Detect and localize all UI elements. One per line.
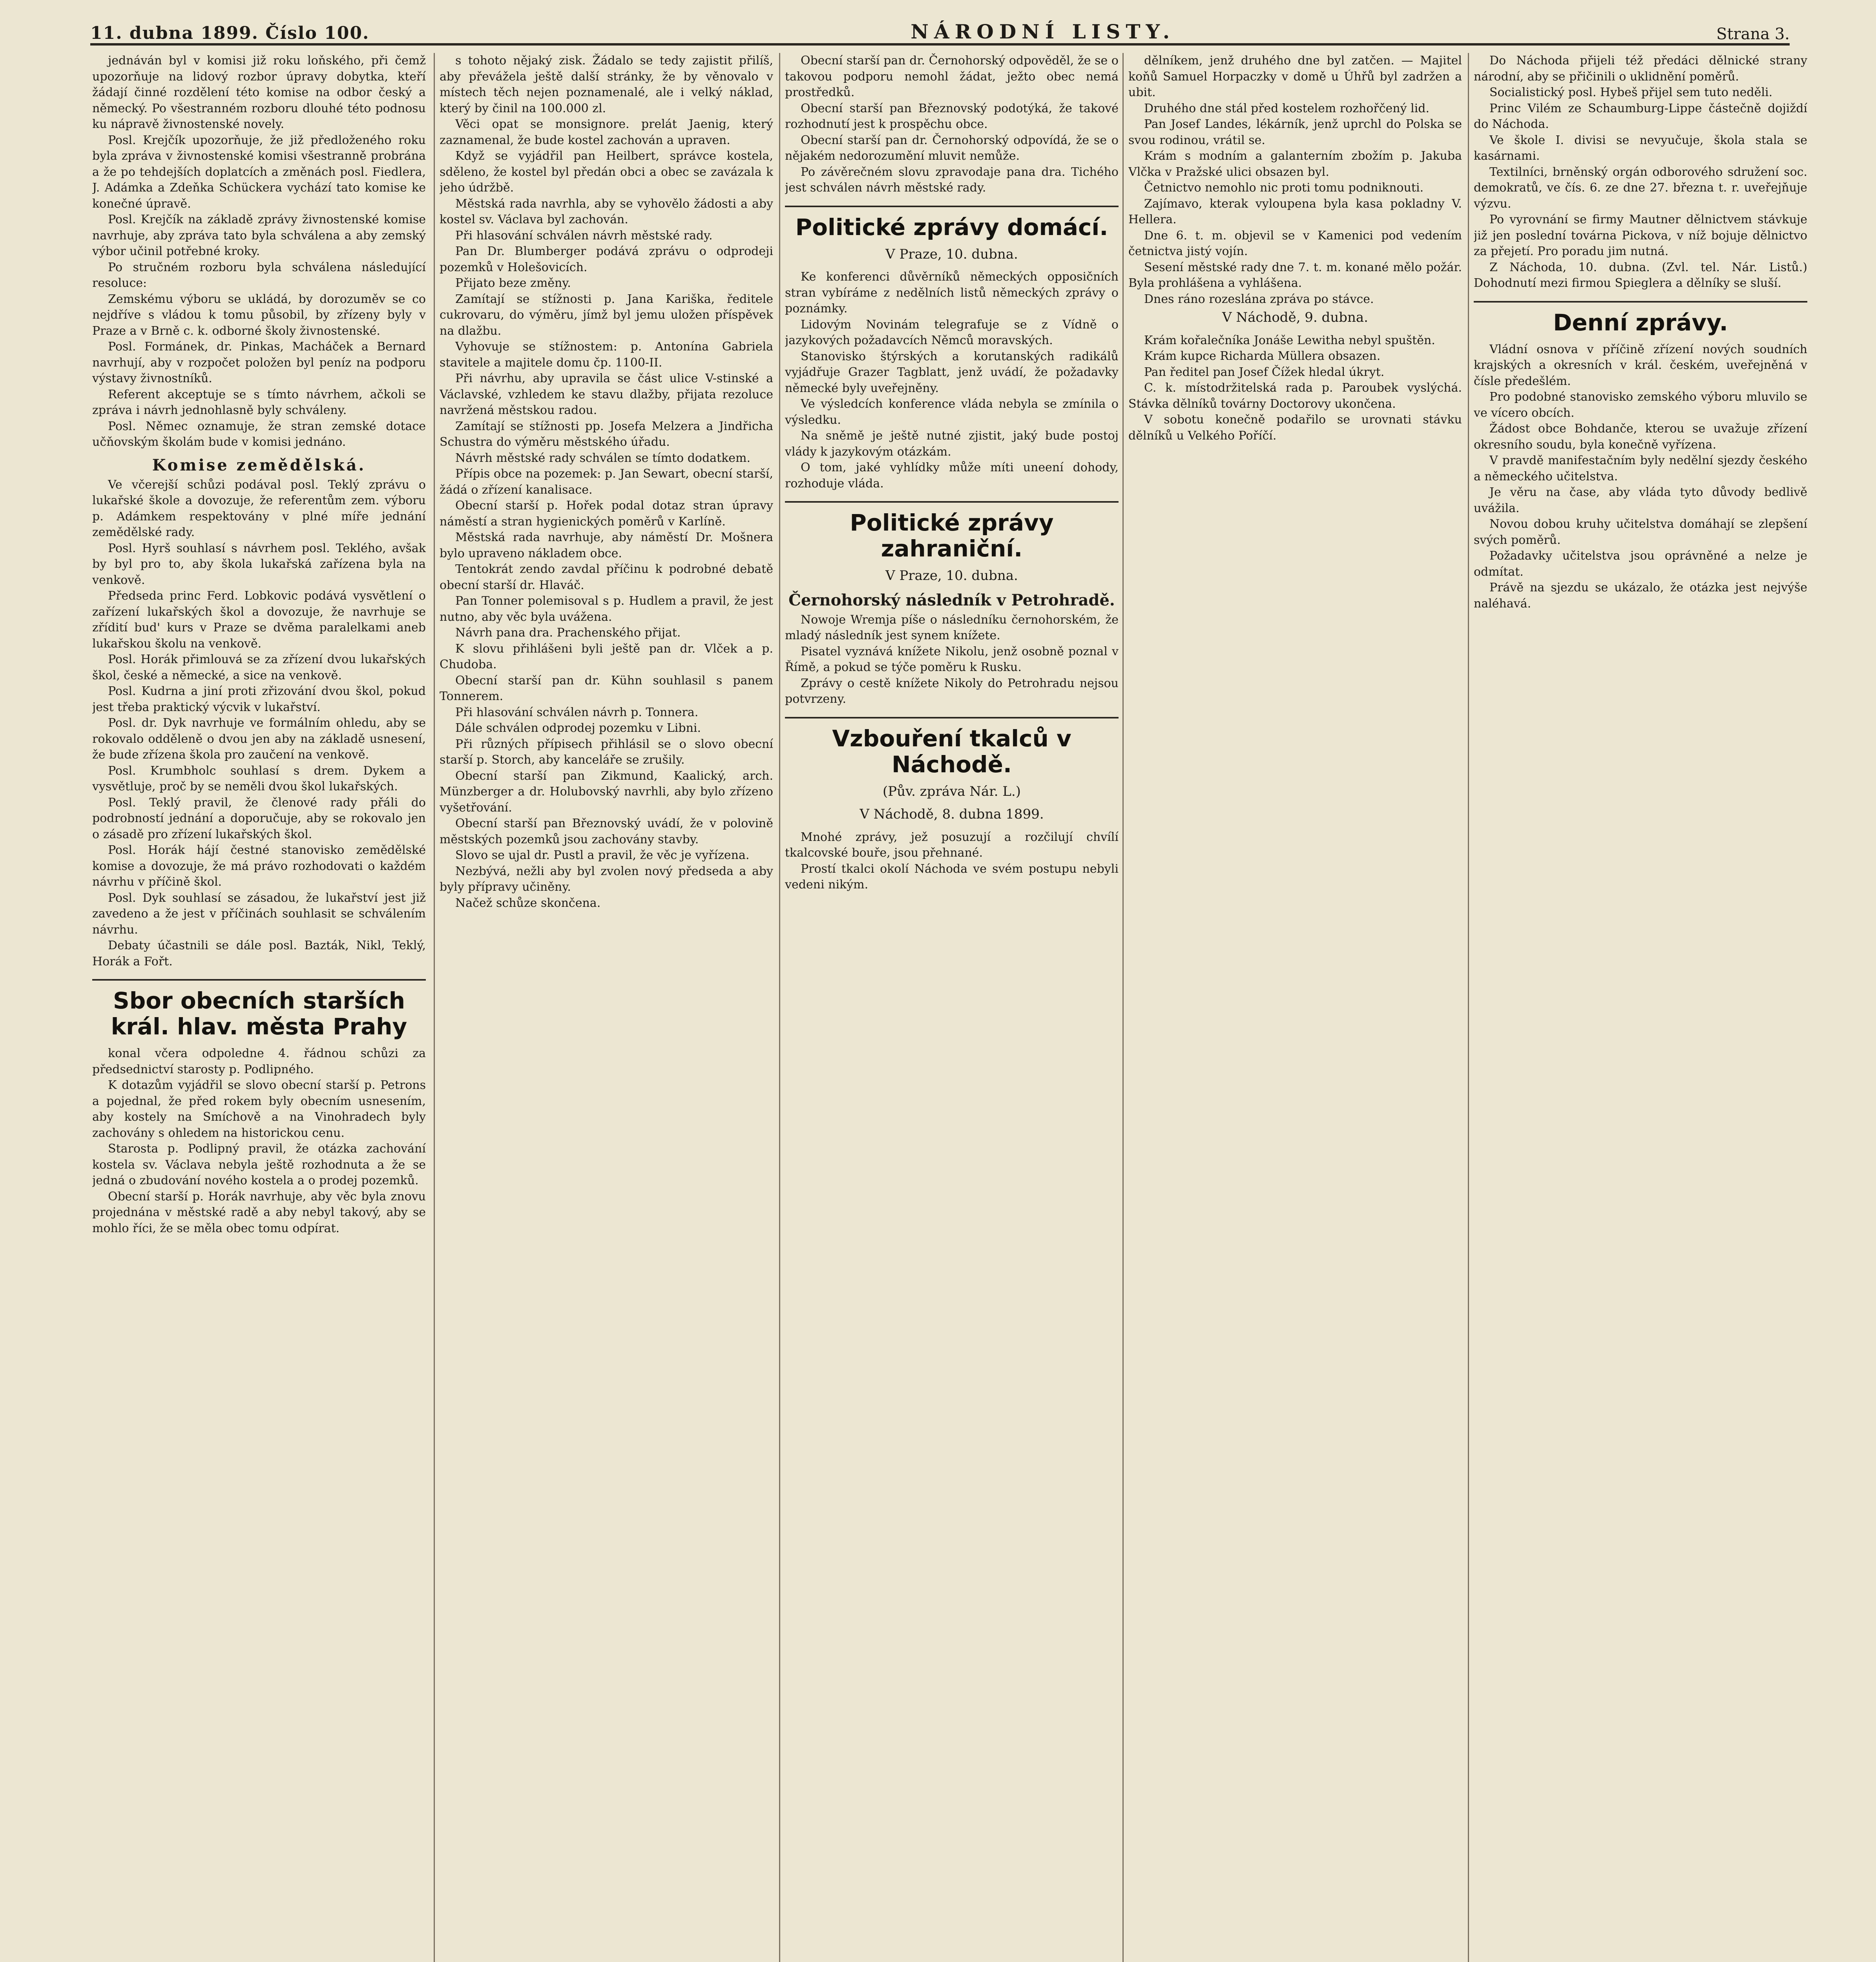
paragraph: Dnes ráno rozeslána zpráva po stávce. — [1144, 292, 1374, 306]
dateline: V Náchodě, 8. dubna 1899. — [860, 806, 1044, 822]
paragraph: Textilníci, brněnský orgán odborového sdružení soc. demokratů, ve čís. 6. ze dne 27. března t. r. uveřejňuje výzvu. — [1474, 165, 1807, 211]
paragraph: Krám kořalečníka Jonáše Lewitha nebyl spuštěn. — [1144, 333, 1435, 347]
paragraph: Mnohé zprávy, jež posuzují a rozčilují chvílí tkalcovské bouře, jsou přehnané. — [785, 830, 1119, 860]
paragraph: Posl. Dyk souhlasí se zásadou, že lukařství jest již zavedeno a že jest v příčinách souhlasit se schválením návrhu. — [92, 891, 426, 937]
section-heading-tkalci: Vzbouření tkalců v Náchodě. — [785, 717, 1119, 777]
paragraph: Posl. Kudrna a jiní proti zřizování dvou škol, pokud jest třeba praktický výcvik v lukařství. — [92, 684, 426, 714]
paragraph: Posl. dr. Dyk navrhuje ve formálním ohledu, aby se rokovalo odděleně o dvou jen aby na základě usnesení, že bude zřízena škola pro zaučení na venkově. — [92, 716, 426, 762]
paragraph: Posl. Horák přimlouvá se za zřízení dvou lukařských škol, české a německé, a sice na venkově. — [92, 653, 426, 682]
paragraph: Posl. Horák hájí čestné stanovisko zemědělské komise a dovozuje, že má právo rozhodovati o každém návrhu v příčině škol. — [92, 843, 426, 889]
paragraph: Po stručném rozboru byla schválena následující resoluce: — [92, 260, 426, 290]
paragraph: Obecní starší pan Březnovský uvádí, že v polovině městských pozemků jsou zachovány stavby. — [440, 817, 773, 846]
paragraph: Právě na sjezdu se ukázalo, že otázka jest nejvýše naléhavá. — [1474, 581, 1807, 611]
paragraph: Pan ředitel pan Josef Čížek hledal úkryt. — [1144, 365, 1385, 379]
section-heading-komise: Komise zemědělská. — [152, 456, 366, 474]
paragraph: Referent akceptuje se s tímto návrhem, ačkoli se zpráva i návrh jednohlasně byly schváleny. — [92, 387, 426, 417]
section-heading-zahranicni: Politické zprávy zahraniční. — [785, 501, 1119, 562]
paragraph: Dále schválen odprodej pozemku v Libni. — [455, 721, 701, 735]
paragraph: Ve škole I. divisi se nevyučuje, škola stala se kasárnami. — [1474, 133, 1807, 163]
dateline: V Náchodě, 9. dubna. — [1222, 310, 1368, 325]
paragraph: Starosta p. Podlipný pravil, že otázka zachování kostela sv. Václava nebyla ještě rozhodnuta a že se jedná o zbudování nového kostela a o prodej pozemků. — [92, 1142, 426, 1187]
paragraph: Slovo se ujal dr. Pustl a pravil, že věc je vyřízena. — [455, 848, 750, 862]
paragraph: Zemskému výboru se ukládá, by dorozuměv se co nejdříve s vládou k tomu působil, by zřízeny byly v Praze a v Brně c. k. odborné školy živnostenské. — [92, 292, 426, 338]
paragraph: Při hlasování schválen návrh městské rady. — [455, 228, 713, 243]
paragraph: Posl. Formánek, dr. Pinkas, Macháček a Bernard navrhují, aby v rozpočet položen byl peníz na podporu výstavy živnostníků. — [92, 340, 426, 385]
paragraph: K slovu přihlášeni byli ještě pan dr. Vlček a p. Chudoba. — [440, 642, 773, 671]
paragraph: Po závěrečném slovu zpravodaje pana dra. Tichého jest schválen návrh městské rady. — [785, 165, 1119, 195]
paragraph: Ke konferenci důvěrníků německých opposičních stran vybíráme z nedělních listů německých zprávy o poznámky. — [785, 270, 1119, 315]
paragraph: Obecní starší pan Březnovský podotýká, že takové rozhodnutí jest k prospěchu obce. — [785, 101, 1119, 131]
paragraph: Pisatel vyznává knížete Nikolu, jenž osobně poznal v Římě, a pokud se týče poměru k Rusku. — [785, 644, 1119, 674]
paragraph: Po vyrovnání se firmy Mautner dělnictvem stávkuje již jen poslední továrna Pickova, v níž bojuje dělnictvo za přejetí. Pro poradu jim nutná. — [1474, 213, 1807, 258]
paragraph: Sesení městské rady dne 7. t. m. konané mělo požár. Byla prohlášena a vyhlášena. — [1128, 260, 1462, 290]
paragraph: Věci opat se monsignore. prelát Jaenig, který zaznamenal, že bude kostel zachován a upraven. — [440, 117, 773, 147]
paragraph: Načež schůze skončena. — [455, 896, 601, 910]
paragraph: Z Náchoda, 10. dubna. (Zvl. tel. Nár. Listů.) Dohodnutí mezi firmou Spieglera a dělníky se sluší. — [1474, 260, 1807, 290]
paragraph: Přípis obce na pozemek: p. Jan Sewart, obecní starší, žádá o zřízení kanalisace. — [440, 467, 773, 497]
column-3 — [785, 53, 1119, 1962]
paragraph: Stanovisko štýrských a korutanských radikálů vyjádřuje Grazer Tagblatt, jenž uvádí, že požadavky německé byly uveřejněny. — [785, 349, 1119, 395]
column-1 — [92, 53, 426, 1962]
paragraph: Socialistický posl. Hybeš přijel sem tuto neděli. — [1489, 86, 1773, 99]
paragraph: Obecní starší p. Hořek podal dotaz stran úpravy náměstí a stran hygienických poměrů v Karlíně. — [440, 499, 773, 529]
paragraph: Tentokrát zendo zavdal příčinu k podrobné debatě obecní starší dr. Hlaváč. — [440, 562, 773, 592]
paragraph: Při různých přípisech přihlásil se o slovo obecní starší p. Storch, aby kanceláře se zrušily. — [440, 737, 773, 767]
page-number: Strana 3. — [1716, 25, 1790, 43]
paragraph: Dne 6. t. m. objevil se v Kamenici pod vedením četnictva jistý vojín. — [1128, 228, 1462, 258]
paragraph: Lidovým Novinám telegrafuje se z Vídně o jazykových požadavcích Němců moravských. — [785, 317, 1119, 347]
issue-date: 11. dubna 1899. Číslo 100. — [90, 23, 370, 43]
paragraph: jednáván byl v komisi již roku loňského, při čemž upozorňuje na lidový rozbor úpravy dobytka, kteří žádají činné rozdělení této komise na odbor český a německý. Po všestranném rozboru dlouhé této podnosu ku nápravě živnostenské novely. — [92, 54, 426, 131]
paragraph: Krám kupce Richarda Müllera obsazen. — [1144, 349, 1381, 363]
source-note: (Pův. zpráva Nár. L.) — [882, 783, 1021, 799]
paragraph: Zprávy o cestě knížete Nikoly do Petrohradu nejsou potvrzeny. — [785, 676, 1119, 706]
section-heading-denni: Denní zprávy. — [1474, 301, 1807, 336]
paragraph: Posl. Teklý pravil, že členové rady přáli do podrobností jednání a doporučuje, aby se rokovalo jen o zásadě pro zřízení lukařských škol. — [92, 795, 426, 841]
paragraph: V pravdě manifestačním byly nedělní sjezdy českého a německého učitelstva. — [1474, 454, 1807, 483]
paragraph: Princ Vilém ze Schaumburg-Lippe částečně dojiždí do Náchoda. — [1474, 101, 1807, 131]
dateline: V Praze, 10. dubna. — [885, 246, 1018, 262]
paragraph: V sobotu konečně podařilo se urovnati stávku dělníků u Velkého Poříčí. — [1128, 413, 1462, 443]
paragraph: Četnictvo nemohlo nic proti tomu podniknouti. — [1144, 181, 1424, 195]
paragraph: O tom, jaké vyhlídky může míti uneení dohody, rozhoduje vláda. — [785, 461, 1119, 491]
paragraph: Zajímavo, kterak vyloupena byla kasa pokladny V. Hellera. — [1128, 197, 1462, 226]
paragraph: Prostí tkalci okolí Náchoda ve svém postupu nebyli vedeni nikým. — [785, 862, 1119, 892]
paragraph: K dotazům vyjádřil se slovo obecní starší p. Petrons a pojednal, že před rokem byly obecním usnesením, aby kostely na Smíchově a na Vinohradech byly zachovány s ohledem na historickou cenu. — [92, 1078, 426, 1140]
article-title: Černohorský následník v Petrohradě. — [788, 591, 1115, 609]
paragraph: dělníkem, jenž druhého dne byl zatčen. — Majitel koňů Samuel Horpaczky v domě u Úhřů byl zadržen a ubit. — [1128, 54, 1462, 99]
paragraph: konal včera odpoledne 4. řádnou schůzi za předsednictví starosty p. Podlipného. — [92, 1047, 426, 1076]
paragraph: Žádost obce Bohdanče, kterou se uvažuje zřízení okresního soudu, byla konečně vyřízena. — [1474, 422, 1807, 452]
masthead-title: NÁRODNÍ LISTY. — [911, 20, 1175, 43]
paragraph: Krám s modním a galanterním zbožím p. Jakuba Vlčka v Pražské ulici obsazen byl. — [1128, 149, 1462, 179]
paragraph: Na sněmě je ještě nutné zjistit, jaký bude postoj vlády k jazykovým otázkám. — [785, 429, 1119, 459]
paragraph: Obecní starší pan dr. Kühn souhlasil s panem Tonnerem. — [440, 673, 773, 703]
column-rule — [779, 53, 780, 1962]
paragraph: Posl. Hyrš souhlasí s návrhem posl. Teklého, avšak by byl pro to, aby škola lukařská zařízena byla na venkově. — [92, 541, 426, 587]
paragraph: Je věru na čase, aby vláda tyto důvody bedlivě uvážila. — [1474, 485, 1807, 515]
paragraph: Novou dobou kruhy učitelstva domáhají se zlepšení svých poměrů. — [1474, 517, 1807, 547]
paragraph: Návrh pana dra. Prachenského přijat. — [455, 626, 681, 640]
paragraph: Městská rada navrhla, aby se vyhovělo žádosti a aby kostel sv. Václava byl zachován. — [440, 197, 773, 226]
paragraph: Pan Dr. Blumberger podává zprávu o odprodeji pozemků v Holešovicích. — [440, 244, 773, 274]
column-4 — [1128, 53, 1462, 1962]
column-2 — [440, 53, 773, 1962]
paragraph: Pan Josef Landes, lékárník, jenž uprchl do Polska se svou rodinou, vrátil se. — [1128, 117, 1462, 147]
paragraph: Pan Tonner polemisoval s p. Hudlem a pravil, že jest nutno, aby věc byla uvážena. — [440, 594, 773, 624]
paragraph: Vyhovuje se stížnostem: p. Antonína Gabriela stavitele a majitele domu čp. 1100-II. — [440, 340, 773, 370]
paragraph: Do Náchoda přijeli též předáci dělnické strany národní, aby se přičinili o uklidnění poměrů. — [1474, 54, 1807, 84]
paragraph: Návrh městské rady schválen se tímto dodatkem. — [455, 451, 751, 465]
paragraph: Posl. Krumbholc souhlasí s drem. Dykem a vysvětluje, proč by se neměli dvou škol lukařských. — [92, 764, 426, 793]
paragraph: Obecní starší pan Zikmund, Kaalický, arch. Münzberger a dr. Holubovský navrhli, aby bylo zřízeno vyšetřování. — [440, 769, 773, 815]
paragraph: Při hlasování schválen návrh p. Tonnera. — [455, 705, 699, 719]
page-header — [90, 12, 1790, 46]
paragraph: Pro podobné stanovisko zemského výboru mluvilo se ve vícero obcích. — [1474, 390, 1807, 420]
paragraph: Posl. Krejčík na základě zprávy živnostenské komise navrhuje, aby zpráva tato byla schválena a aby zemský výbor učinil potřebné kroky. — [92, 213, 426, 258]
paragraph: Obecní starší p. Horák navrhuje, aby věc byla znovu projednána v městské radě a aby nebyl takový, aby se mohlo říci, že se měla obec tomu odpírat. — [92, 1189, 426, 1235]
column-rule — [1468, 53, 1469, 1962]
paragraph: Městská rada navrhuje, aby náměstí Dr. Mošnera bylo upraveno nákladem obce. — [440, 531, 773, 560]
paragraph: Obecní starší pan dr. Černohorský odpověděl, že se o takovou podporu nemohl žádat, ježto obec nemá prostředků. — [785, 54, 1119, 99]
paragraph: Přijato beze změny. — [455, 276, 571, 290]
paragraph: Posl. Němec oznamuje, že stran zemské dotace učňovským školám bude v komisi jednáno. — [92, 419, 426, 449]
paragraph: Nezbývá, nežli aby byl zvolen nový předseda a aby byly přípravy učiněny. — [440, 864, 773, 894]
dateline: V Praze, 10. dubna. — [885, 568, 1018, 583]
paragraph: Druhého dne stál před kostelem rozhořčený lid. — [1144, 101, 1430, 115]
section-heading-domaci: Politické zprávy domácí. — [785, 206, 1119, 240]
column-rule — [434, 53, 435, 1962]
paragraph: Předseda princ Ferd. Lobkovic podává vysvětlení o zařízení lukařských škol a dovozuje, že navrhuje se zřídití bud' kurs v Praze se dvěma paralelkami aneb lukařskou školu na venkově. — [92, 589, 426, 651]
paragraph: Ve včerejší schůzi podával posl. Teklý zprávu o lukařské škole a dovozuje, že referentům zem. výboru p. Adámkem respektovány v plné míře jednání zemědělské rady. — [92, 478, 426, 539]
paragraph: Vládní osnova v příčině zřízení nových soudních krajských a okresních v král. českém, uveřejněná v čísle předešlém. — [1474, 342, 1807, 388]
paragraph: s tohoto nějaký zisk. Žádalo se tedy zajistit přilíš, aby převážela ještě další stránky, že by věnovalo v místech těch nejen poznamenalé, ale i velký náklad, který by činil na 100.000 zl. — [440, 54, 773, 115]
paragraph: Obecní starší pan dr. Černohorský odpovídá, že se o nějakém nedorozumění mluvit nemůže. — [785, 133, 1119, 163]
paragraph: Posl. Krejčík upozorňuje, že již předloženého roku byla zpráva v živnostenské komisi všestranně probrána a že po tehdejších doplatcích a změnách posl. Fiedlera, J. Adámka a Zdeňka Schückera vychází tato komise ke konečné úpravě. — [92, 133, 426, 211]
column-5 — [1474, 53, 1807, 1962]
paragraph: Když se vyjádřil pan Heilbert, správce kostela, sděleno, že kostel byl předán obci a obec se zavázala k jeho údržbě. — [440, 149, 773, 195]
section-heading-sbor: Sbor obecních starších král. hlav. města Prahy — [92, 979, 426, 1039]
paragraph: Nowoje Wremja píše o následníku černohorském, že mladý následník jest synem knížete. — [785, 613, 1119, 642]
paragraph: Zamítají se stížnosti pp. Josefa Melzera a Jindřicha Schustra do výměru městského úřadu. — [440, 419, 773, 449]
column-rule — [1122, 53, 1124, 1962]
paragraph: Ve výsledcích konference vláda nebyla se zmínila o výsledku. — [785, 397, 1119, 427]
paragraph: Debaty účastnili se dále posl. Bazták, Nikl, Teklý, Horák a Fořt. — [92, 939, 426, 968]
paragraph: Při návrhu, aby upravila se část ulice V-stinské a Václavské, vzhledem ke stavu dlažby, přijata rezoluce navržená městskou radou. — [440, 372, 773, 417]
paragraph: Požadavky učitelstva jsou oprávněné a nelze je odmítat. — [1474, 549, 1807, 579]
paragraph: C. k. místodržitelská rada p. Paroubek vyslýchá. Stávka dělníků továrny Doctorovy ukončena. — [1128, 381, 1462, 411]
paragraph: Zamítají se stížnosti p. Jana Kariška, ředitele cukrovaru, do výměru, jímž byl jemu uložen příspěvek na dlažbu. — [440, 292, 773, 338]
